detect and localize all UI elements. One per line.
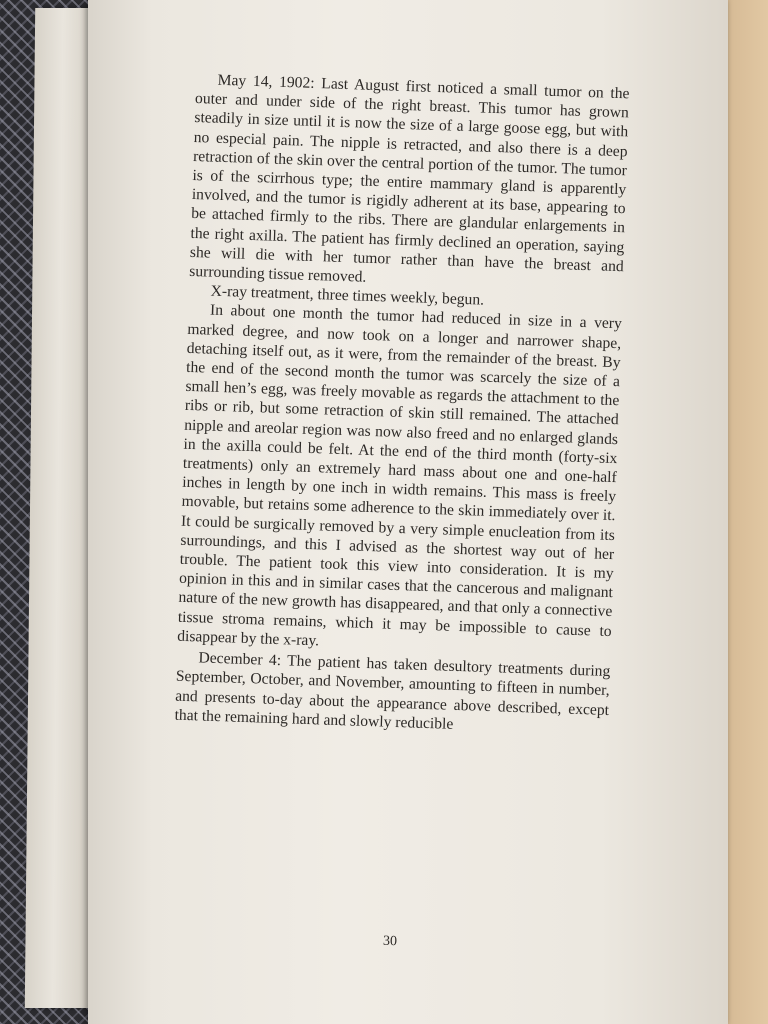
page-number: 30 [382, 933, 398, 950]
page-text [174, 70, 629, 739]
paragraph-may-14: May 14, 1902: Last August first noticed a small tumor on the outer and under side of the right breast. This tumor has grown steadily in size until it is now the size of a large goose egg, but with no especial pain. The nipple is retracted, and also there is a deep retraction of the skin over the central portion of the tumor. The tumor is of the scirrhous type; the entire mammary gland is apparently involved, and the tumor is rigidly adherent at its base, appearing to be attached firmly to the ribs. There are glandular enlargements in the right axilla. The patient has firmly declined an operation, saying she will die with her tumor rather than have the breast and surrounding tissue removed. [189, 71, 630, 286]
paragraph-december-4: December 4: The patient has taken desultory treatments during September, October, and November, amounting to fifteen in number, and presents to-day about the appearance above described, except that the remaining hard and slowly reducible [174, 649, 611, 733]
paragraph-xray-treatment: X-ray treatment, three times weekly, begun. [210, 282, 485, 309]
paragraph-progress: In about one month the tumor had reduced in size in a very marked degree, and now took on a longer and narrower shape, detaching itself out, as it were, from the remainder of the breast. By the end of the second month the tumor was scarcely the size of a small hen’s egg, was freely movable as regards the attachment to the ribs or rib, but some retraction of skin still remained. The attached nipple and areolar region was now also freed and no enlarged glands in the axilla could be felt. At the end of the third month (forty-six treatments) only an extremely hard mass about one and one-half inches in length by one inch in width remains. This mass is freely movable, but retains some adherence to the skin immediately over it. It could be surgically removed by a very simple enucleation from its surroundings, and this I advised as the shortest way out of her trouble. The patient took this view into consideration. It is my opinion in this and in similar cases that the cancerous and malignant nature of the new growth has disappeared, and that only a connective tissue stroma remains, which it may be impossible to cause to disappear by the x-ray. [176, 302, 623, 650]
